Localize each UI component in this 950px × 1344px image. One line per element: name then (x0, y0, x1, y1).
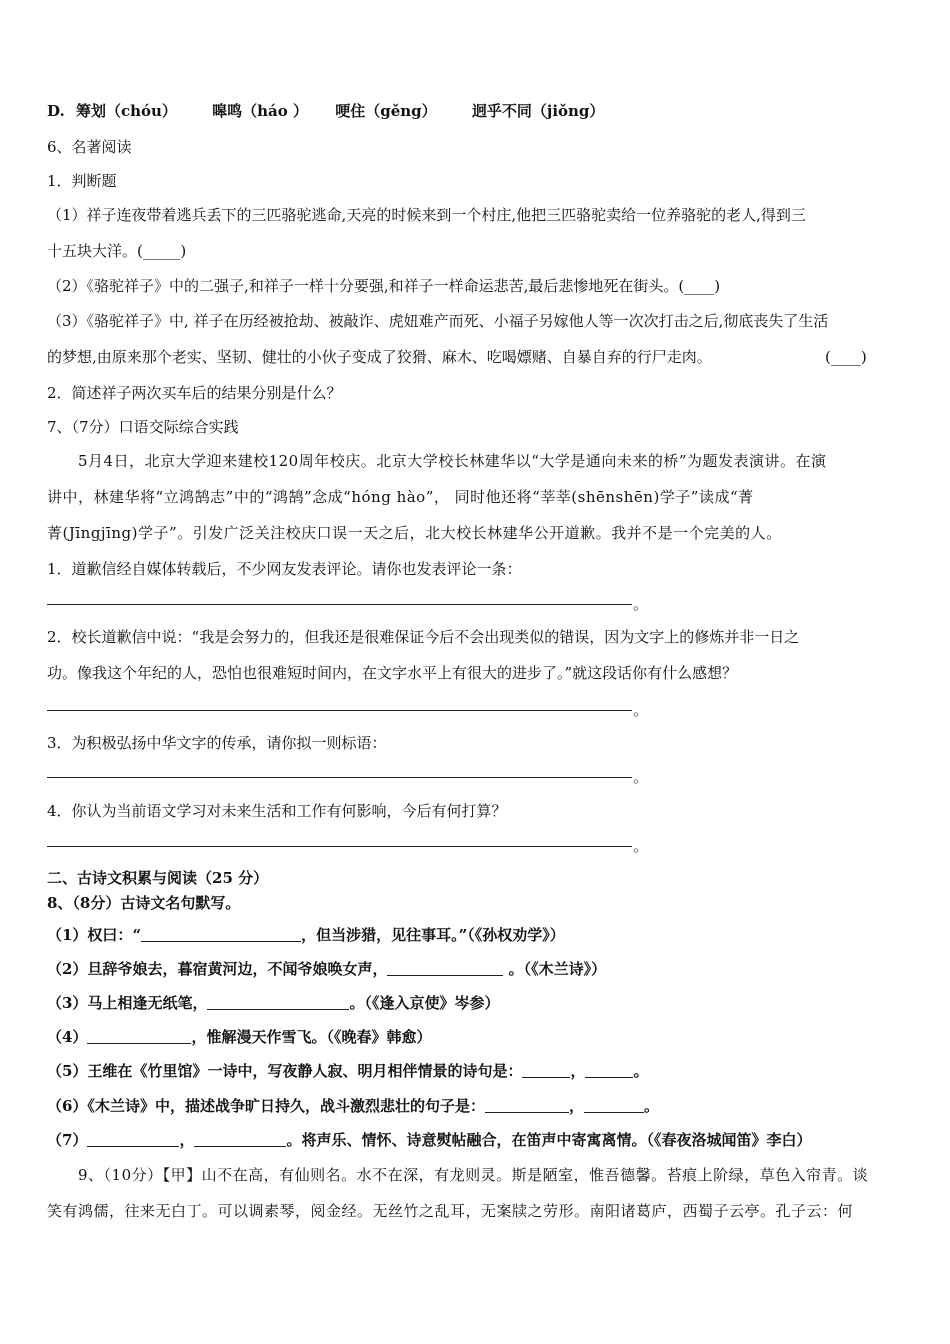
q8-line7-sep: ， (179, 1131, 195, 1149)
q8-line5-sep: ， (570, 1062, 586, 1080)
q7-passage-line2: 讲中，林建华将“立鸿鹄志”中的“鸿鹄”念成“hóng hào”， 同时他还将“莘莘(shēnshēn)学子”读成“菁 (47, 488, 754, 506)
q8-line7-prefix: （7） (47, 1131, 88, 1149)
q6-title: 6、名著阅读 (47, 138, 132, 156)
q7-sub1: 1．道歉信经自媒体转载后，不少网友发表评论。请你也发表评论一条： (47, 560, 522, 578)
q8-line2 (47, 958, 606, 980)
q8-blank-2[interactable] (387, 961, 503, 976)
q7-sub2-line1: 2．校长道歉信中说：“我是会努力的，但我还是很难保证今后不会出现类似的错误，因为文字上的修炼并非一日之 (47, 628, 800, 646)
section2-title: 二、古诗文积累与阅读（25 分） (47, 869, 269, 887)
q7-sub3: 3．为积极弘扬中华文字的传承，请你拟一则标语： (47, 734, 387, 752)
q7-answer-line-3[interactable] (47, 777, 632, 778)
q6-sub2: 2．简述祥子两次买车后的结果分别是什么？ (47, 384, 342, 402)
q8-line6-end: 。 (643, 1097, 659, 1115)
q8-blank-1[interactable] (141, 927, 301, 942)
q6-judge1-line2: 十五块大洋。(_____) (47, 242, 187, 260)
option-d-item-4: 迥乎不同（jiǒng） (471, 102, 605, 120)
q8-line3-suffix: 。（《逢入京使》岑参） (349, 994, 500, 1012)
option-d-item-3: 哽住（gěng） (335, 102, 437, 120)
q8-line4 (47, 1026, 431, 1048)
q8-line6 (47, 1095, 659, 1117)
q6-judge1-line1: （1）祥子连夜带着逃兵丢下的三匹骆驼逃命,天亮的时候来到一个村庄,他把三匹骆驼卖给一位养骆驼的老人,得到三 (47, 206, 806, 224)
q6-judge3-line2: 的梦想,由原来那个老实、坚韧、健壮的小伙子变成了狡猾、麻木、吃喝嫖赌、自暴自弃的行尸走肉。 (47, 348, 712, 366)
option-d-item-2: 嗥鸣（háo ） (212, 102, 308, 120)
q7-title: 7、（7分）口语交际综合实践 (47, 418, 239, 436)
q8-line5-end: 。 (633, 1062, 649, 1080)
q8-blank-4[interactable] (87, 1029, 191, 1044)
q8-blank-5b[interactable] (585, 1063, 633, 1078)
q7-sub2-line2: 功。像我这个年纪的人，恐怕也很难短时间内，在文字水平上有很大的进步了。”就这段话你有什么感想？ (47, 664, 738, 682)
q8-line3 (47, 992, 499, 1014)
q7-answer-line-4[interactable] (47, 846, 632, 847)
q8-line4-prefix: （4） (47, 1028, 88, 1046)
q8-line1 (47, 924, 565, 946)
q7-answer-end-2: 。 (633, 701, 649, 719)
q9-line2: 笑有鸿儒，往来无白丁。可以调素琴，阅金经。无丝竹之乱耳，无案牍之劳形。南阳诸葛庐，西蜀子云亭。孔子云：何 (47, 1202, 854, 1220)
option-d-line (47, 100, 604, 122)
q7-answer-line-2[interactable] (47, 710, 632, 711)
q8-line2-prefix: （2）旦辞爷娘去，暮宿黄河边，不闻爷娘唤女声， (47, 960, 388, 978)
option-d-item-1: 筹划（chóu） (75, 102, 177, 120)
q8-line7-suffix: 。将声乐、情怀、诗意熨帖融合，在笛声中寄寓离情。（《春夜洛城闻笛》李白） (286, 1131, 812, 1149)
q8-line5 (47, 1060, 648, 1082)
q7-answer-end-3: 。 (633, 768, 649, 786)
q8-line1-prefix: （1）权曰：“ (47, 926, 142, 944)
q6-judge3-line1: （3）《骆驼祥子》中, 祥子在历经被抢劫、被敲诈、虎妞难产而死、小福子另嫁他人等一次次打击之后,彻底丧失了生活 (47, 312, 829, 330)
q9-line1: 9、（10分）【甲】山不在高，有仙则名。水不在深，有龙则灵。斯是陋室，惟吾德馨。苔痕上阶绿，草色入帘青。谈 (78, 1166, 869, 1184)
q8-blank-7a[interactable] (87, 1132, 179, 1147)
q7-answer-end-4: 。 (633, 837, 649, 855)
q8-line1-suffix: ，但当涉猎，见往事耳。”（《孙权劝学》） (301, 926, 565, 944)
q7-passage-line1: 5月4日，北京大学迎来建校120周年校庆。北京大学校长林建华以“大学是通向未来的桥”为题发表演讲。在演 (78, 452, 827, 470)
q8-line5-prefix: （5）王维在《竹里馆》一诗中，写夜静人寂、明月相伴情景的诗句是： (47, 1062, 523, 1080)
option-d-label: D. (47, 102, 65, 120)
q8-line3-prefix: （3）马上相逢无纸笔， (47, 994, 208, 1012)
q7-sub4: 4．你认为当前语文学习对未来生活和工作有何影响，今后有何打算？ (47, 802, 507, 820)
q8-line2-suffix: 。（《木兰诗》） (503, 960, 607, 978)
q8-title: 8、（8分）古诗文名句默写。 (47, 894, 241, 912)
q8-blank-6a[interactable] (485, 1098, 569, 1113)
q7-passage-line3: 菁(Jīngjīng)学子”。引发广泛关注校庆口误一天之后，北大校长林建华公开道歉。我并不是一个完美的人。 (47, 524, 782, 542)
q6-judge2: （2）《骆驼祥子》中的二强子,和祥子一样十分要强,和祥子一样命运悲苦,最后悲惨地死在街头。(____) (47, 277, 721, 295)
q8-line6-prefix: （6）《木兰诗》中，描述战争旷日持久，战斗激烈悲壮的句子是： (47, 1097, 485, 1115)
q8-blank-5a[interactable] (522, 1063, 570, 1078)
q6-sub1-title: 1．判断题 (47, 172, 117, 190)
q8-line4-suffix: ，惟解漫天作雪飞。（《晚春》韩愈） (191, 1028, 432, 1046)
q8-blank-6b[interactable] (584, 1098, 644, 1113)
q8-line6-sep: ， (568, 1097, 584, 1115)
q8-blank-7b[interactable] (194, 1132, 286, 1147)
q8-line7 (47, 1129, 811, 1151)
q6-judge3-blank[interactable]: (____) (825, 348, 867, 366)
q7-answer-line-1[interactable] (47, 604, 632, 605)
q7-answer-end-1: 。 (633, 595, 649, 613)
q8-blank-3[interactable] (207, 995, 349, 1010)
